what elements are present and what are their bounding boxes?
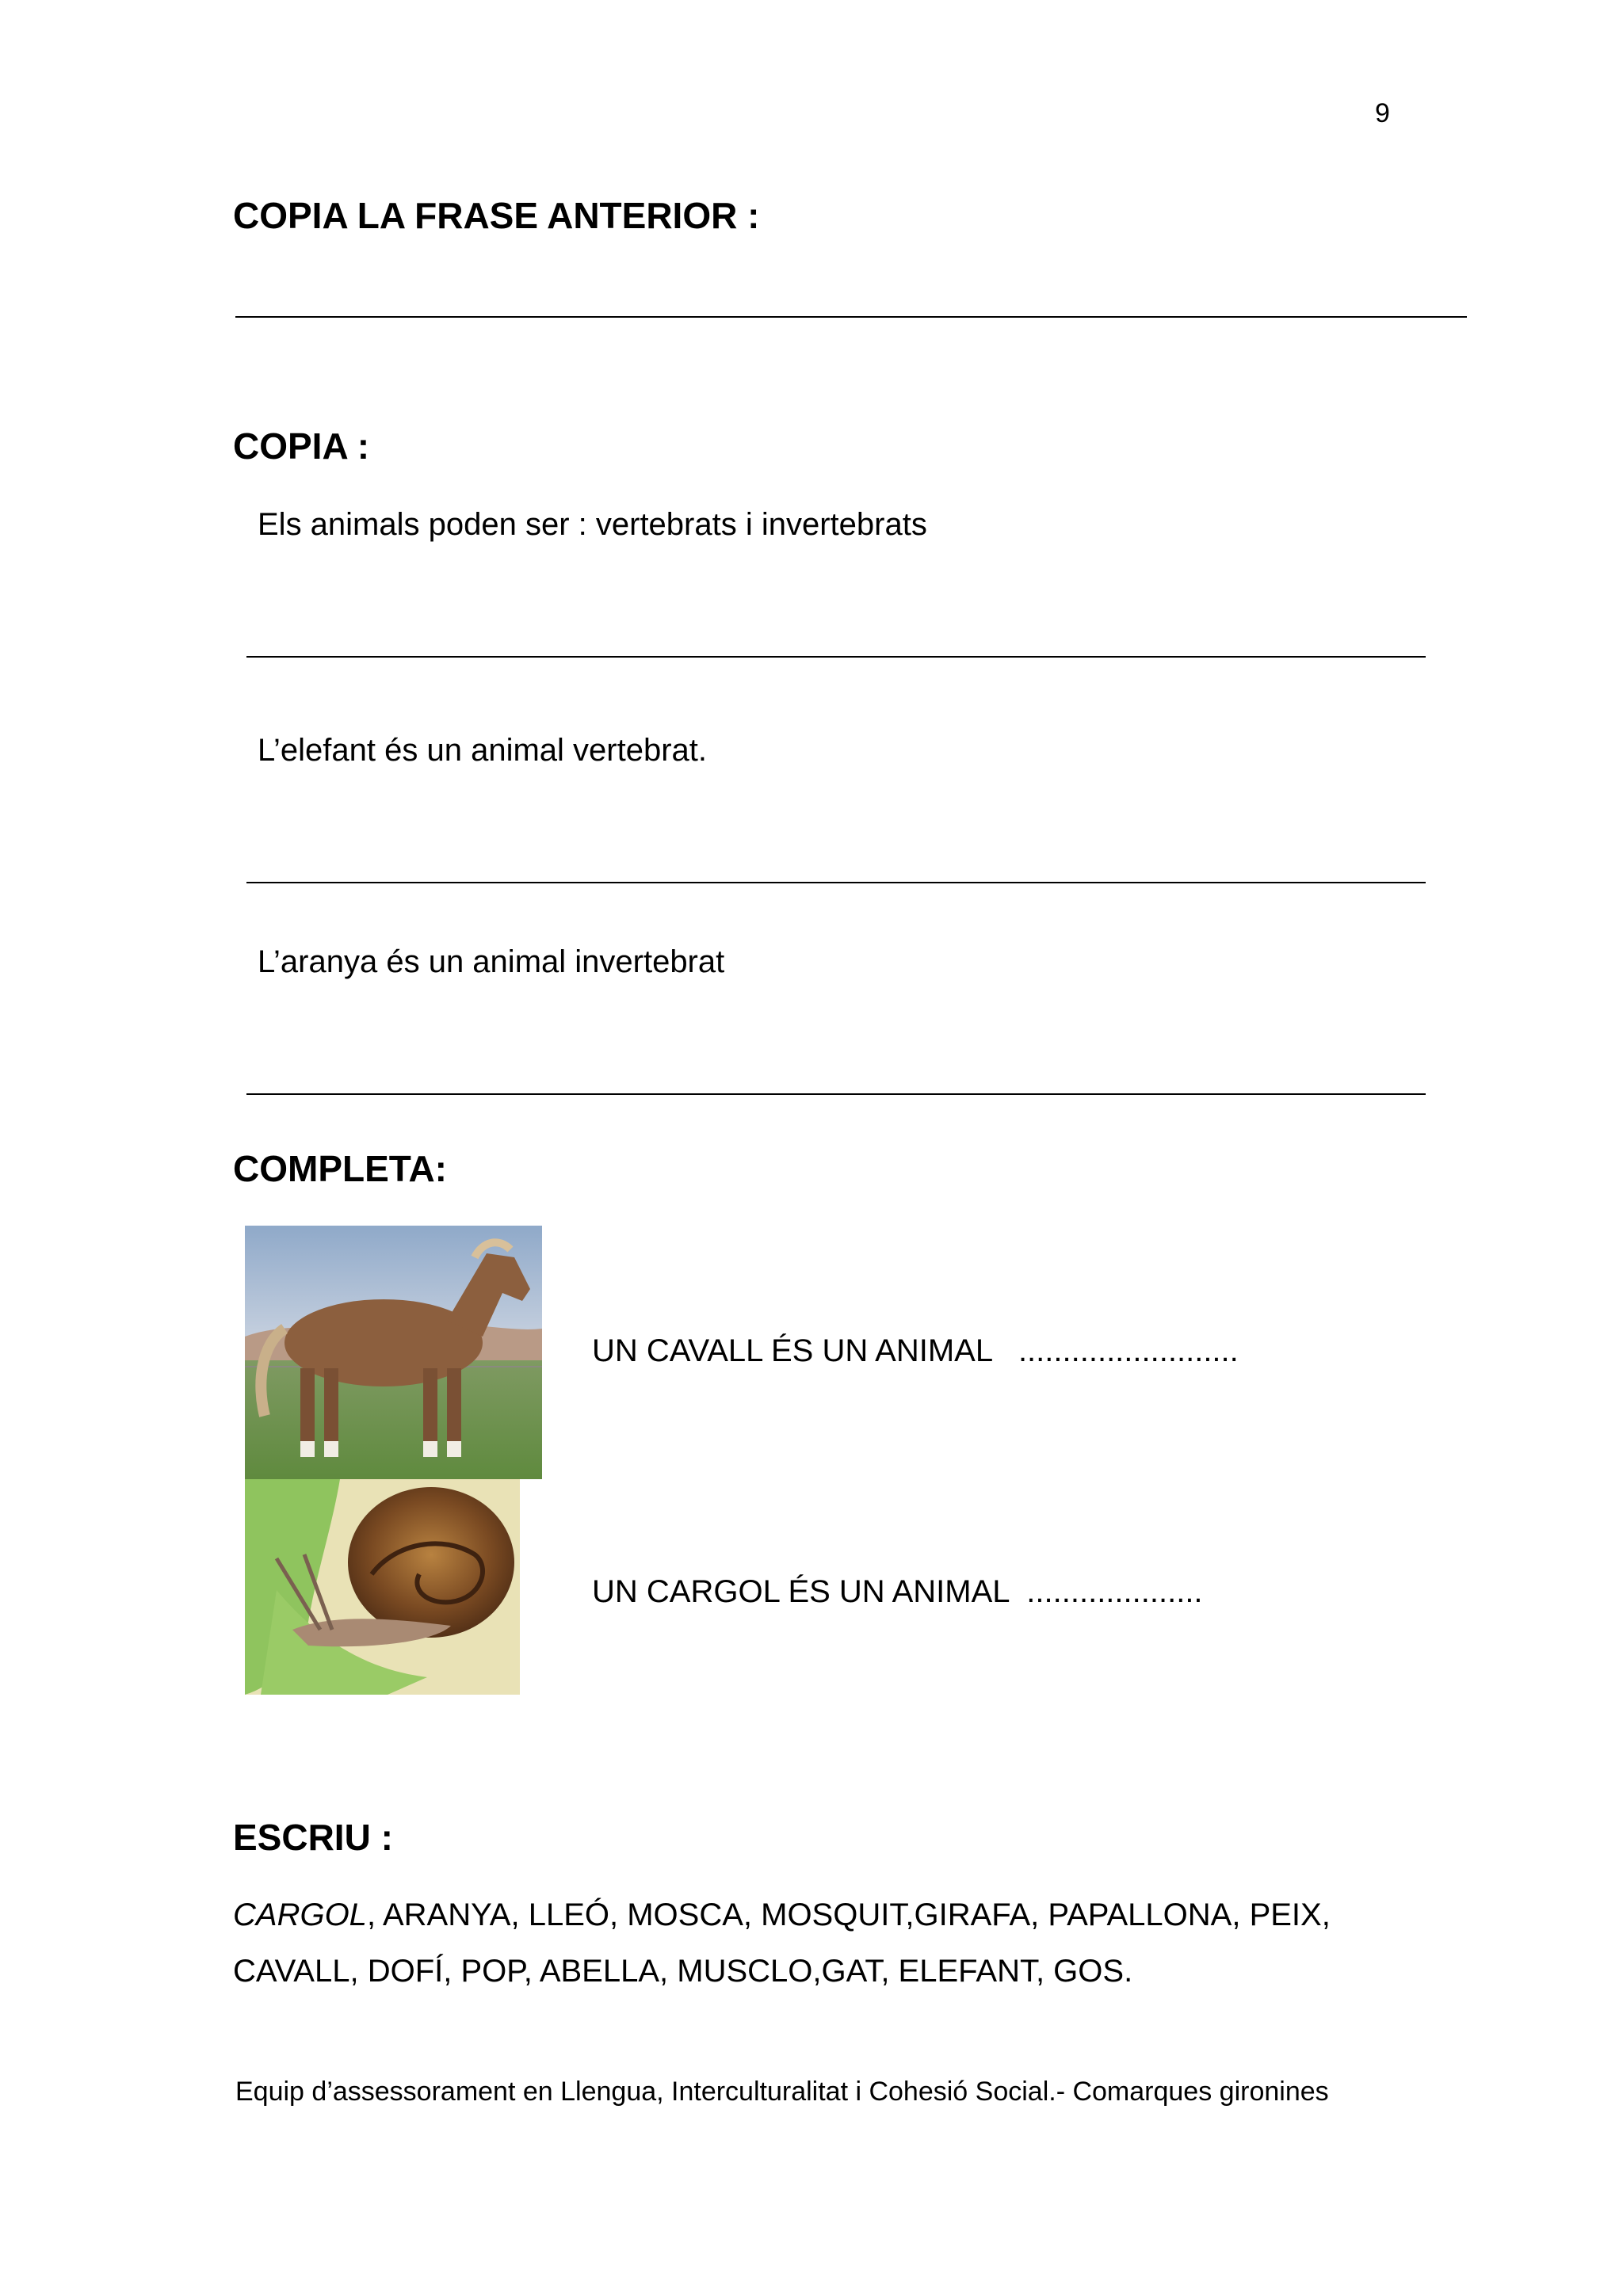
write-heading: ESCRIU : xyxy=(233,1817,393,1858)
snail-photo xyxy=(245,1479,520,1695)
complete-sentence-horse xyxy=(592,1333,1239,1369)
page-number: 9 xyxy=(1375,98,1390,128)
word-list-line-2: CAVALL, DOFÍ, POP, ABELLA, MUSCLO,GAT, ELEFANT, GOS. xyxy=(233,1954,1133,1989)
answer-line xyxy=(246,656,1426,658)
word-list-first-word: CARGOL xyxy=(233,1897,367,1932)
word-list-line-1-rest: , ARANYA, LLEÓ, MOSCA, MOSQUIT,GIRAFA, PAPALLONA, PEIX, xyxy=(366,1897,1331,1932)
word-list-line-1 xyxy=(233,1897,1331,1933)
copy-sentence-1: Els animals poden ser : vertebrats i invertebrats xyxy=(258,507,927,542)
fill-in-dots: ......................... xyxy=(1018,1333,1239,1368)
complete-sentence-snail-text: UN CARGOL ÉS UN ANIMAL xyxy=(592,1574,1010,1609)
copy-sentence-2: L’elefant és un animal vertebrat. xyxy=(258,733,708,768)
fill-in-dots: .................... xyxy=(1026,1574,1203,1609)
complete-sentence-snail xyxy=(592,1574,1203,1610)
answer-line xyxy=(246,882,1426,883)
horse-photo xyxy=(245,1226,542,1479)
copy-heading: COPIA : xyxy=(233,425,370,467)
copy-sentence-3: L’aranya és un animal invertebrat xyxy=(258,944,725,979)
answer-line xyxy=(235,316,1467,318)
copy-previous-heading: COPIA LA FRASE ANTERIOR : xyxy=(233,195,760,236)
footer: Equip d’assessorament en Llengua, Interculturalitat i Cohesió Social.- Comarques gironines xyxy=(235,2077,1329,2107)
answer-line xyxy=(246,1093,1426,1095)
complete-sentence-horse-text: UN CAVALL ÉS UN ANIMAL xyxy=(592,1333,992,1368)
complete-heading: COMPLETA: xyxy=(233,1148,448,1189)
